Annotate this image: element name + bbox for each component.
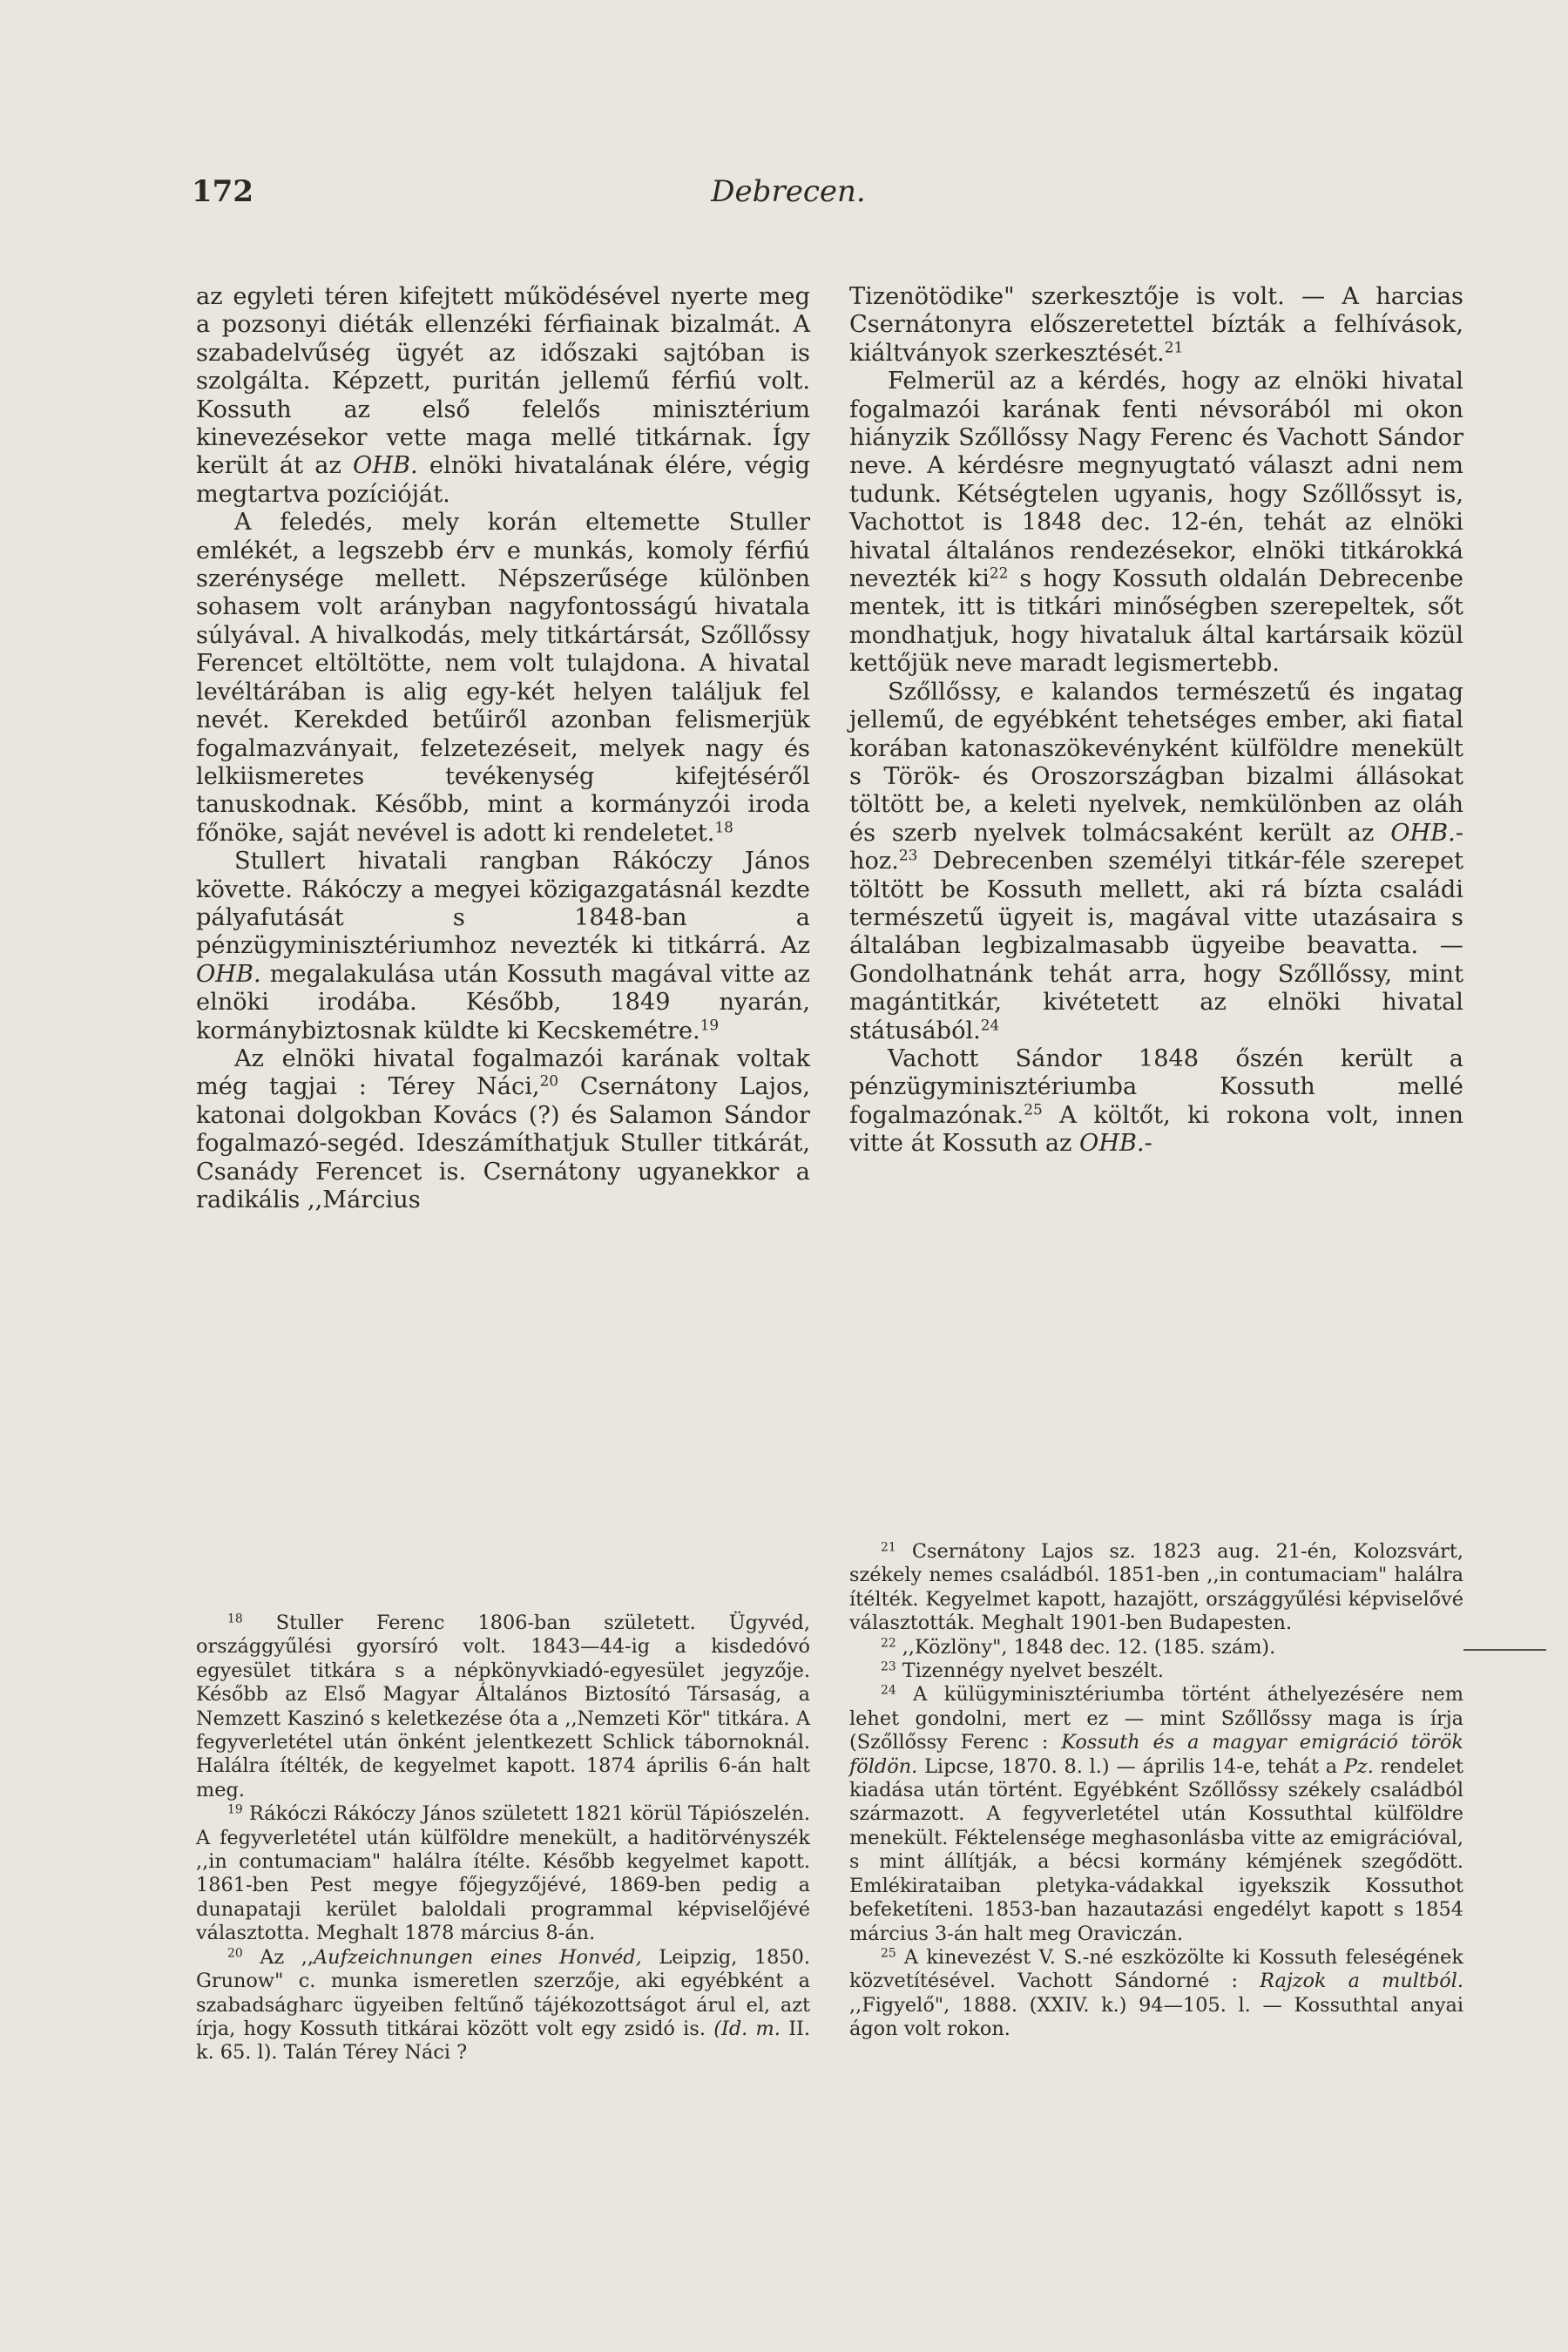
paragraph: Az elnöki hivatal fogalmazói karának voltak még tagjai : Térey Náci,$^{20}$ Csernátony Lajos, katonai dolgokban Kovács (?) és Salamon Sándor fogalmazó-segéd. Ideszámíthatjuk Stuller titkárát, Csanády Ferencet is. Csernátony ugyanekkor a radikális ,,Március [196,1044,810,1213]
paragraph: Tizenötödike" szerkesztője is volt. — A harcias Csernátonyra előszeretettel bízták a felhívások, kiáltványok szerkesztését.$^{21}$ [849,283,1463,367]
footnote: $^{23}$ Tizennégy nyelvet beszélt. [881,1659,1165,1683]
footnotes-right [849,1540,1463,2042]
footnote: $^{18}$ Stuller Ferenc 1806-ban született. Ügyvéd, országgyűlési gyorsíró volt. 1843—44-ig a kisdedóvó egyesület titkára s a népkönyvkiadó-egyesület jegyzője. Később az Első Magyar Általános Biztosító Társaság, a Nemzett Kaszinó s keletkezése óta a ,,Nemzeti Kör" titkára. A fegyverletétel után önként jelentkezett Schlick tábornoknál. Halálra ítélték, de kegyelmet kapott. 1874 április 6-án halt meg. [196,1612,810,1801]
footnote: $^{19}$ Rákóczi Rákóczy János született 1821 körül Tápiószelén. A fegyverletétel után külföldre menekült, a haditörvényszék ,,in contumaciam" halálra ítélte. Később kegyelmet kapott. 1861-ben Pest megye főjegyzőjévé, 1869-ben pedig a dunapataji kerület baloldali programmal képviselőjévé választotta. Meghalt 1878 március 8-án. [196,1802,810,1945]
paragraph: Stullert hivatali rangban Rákóczy János követte. Rákóczy a megyei közigazgatásnál kezdte pályafutását s 1848-ban a pénzügyminisztériumhoz nevezték ki titkárrá. Az OHB. megalakulása után Kossuth magával vitte az elnöki irodába. Később, 1849 nyarán, kormánybiztosnak küldte ki Kecskemétre.$^{19}$ [196,848,810,1044]
page-header [192,174,1385,226]
footnote-ref: 19 [700,1016,720,1034]
footnote-ref: 23 [898,846,918,864]
footnote: $^{25}$ A kinevezést V. S.-né eszközölte ki Kossuth feleségének közvetítésével. Vachott Sándorné : Rajzok a multból. ,,Figyelő", 1888. (XXIV. k.) 94—105. l. — Kossuthtal anyai ágon volt rokon. [849,1945,1463,2041]
paragraph: Vachott Sándor 1848 őszén került a pénzügyminisztériumba Kossuth mellé fogalmazónak.$^{25}$ A költőt, ki rokona volt, innen vitte át Kossuth az OHB.- [849,1044,1463,1158]
footnote-ref: 25 [1024,1100,1043,1119]
footnote: $^{24}$ A külügyminisztériumba történt áthelyezésére nem lehet gondolni, mert ez — mint Szőllőssy maga is írja (Szőllőssy Ferenc : Kossuth és a magyar emigráció török földön. Lipcse, 1870. 8. l.) — április 14-e, tehát a Pz. rendelet kiadása után történt. Egyébként Szőllőssy székely családból származott. A fegyverletétel után Kossuthtal külföldre menekült. Féktelensége meghasonlásba vitte az emigrációval, s mint állítják, a bécsi kormány kémjének szegődött. Emlékirataiban pletyka-vádakkal igyekszik Kossuthot befeketíteni. 1853-ban hazautazási engedélyt kapott s 1854 március 3-án halt meg Oraviczán. [849,1683,1463,1945]
page-number: 172 [192,174,253,209]
footnote-ref: 24 [980,1016,1000,1034]
paragraph: az egyleti téren kifejtett működésével nyerte meg a pozsonyi diéták ellenzéki férfiainak bizalmát. A szabadelvűség ügyét az időszaki sajtóban is szolgálta. Képzett, puritán jellemű férfiú volt. Kossuth az első felelős minisztérium kinevezésekor vette maga mellé titkárnak. Így került át az OHB. elnöki hivatalának élére, végig megtartva pozícióját. [196,283,810,508]
footnote: $^{22}$ ,,Közlöny", 1848 dec. 12. (185. szám). [881,1635,1276,1659]
running-head: Debrecen. [711,174,866,209]
paragraph: A feledés, mely korán eltemette Stuller emlékét, a legszebb érv e munkás, komoly férfiú szerénysége mellett. Népszerűsége különben sohasem volt arányban nagyfontosságú hivatala súlyával. A hivalkodás, mely titkártársát, Szőllőssy Ferencet eltöltötte, nem volt tulajdona. A hivatal levéltárában is alig egy-két helyen találjuk fel nevét. Kerekded betűiről azonban felismerjük fogalmazványait, felzetezéseit, melyek nagy és lelkiismeretes tevékenység kifejtéséről tanuskodnak. Később, mint a kormányzói iroda főnöke, saját nevével is adott ki rendeletet.$^{18}$ [196,509,810,847]
footnote-ref: 22 [989,564,1009,582]
footnote: $^{20}$ Az ,,Aufzeichnungen eines Honvéd, Leipzig, 1850. Grunow" c. munka ismeretlen szerzője, aki egyébként a szabadságharc ügyeiben feltűnő tájékozottságot árul el, azt írja, hogy Kossuth titkárai között volt egy zsidó is. (Id. m. II. k. 65. l). Talán Térey Náci ? [196,1945,811,2065]
margin-pencil-mark [1463,1649,1546,1651]
paragraph: Felmerül az a kérdés, hogy az elnöki hivatal fogalmazói karának fenti névsorából mi okon hiányzik Szőllőssy Nagy Ferenc és Vachott Sándor neve. A kérdésre megnyugtató választ adni nem tudunk. Kétségtelen ugyanis, hogy Szőllőssyt is, Vachottot is 1848 dec. 12-én, tehát az elnöki hivatal általános rendezésekor, elnöki titkárokká nevezték $ki^{22}$ s hogy Kossuth oldalán Debrecenbe mentek, itt is titkári minőségben szerepeltek, sőt mondhatjuk, hogy hivataluk által kartársaik közül kettőjük neve maradt legismertebb. [849,368,1463,678]
footnote-ref: 21 [1164,338,1184,356]
left-column [196,283,810,1214]
footnote-ref: 20 [539,1072,559,1091]
footnote-ref: 18 [714,818,733,836]
footnotes-left [196,1612,810,2065]
paragraph: Szőllőssy, e kalandos természetű és ingatag jellemű, de egyébként tehetséges ember, aki fiatal korában katonaszökevényként külföldre menekült s Török- és Oroszországban bizalmi állásokat töltött be, a keleti nyelvek, nemkülönben az oláh és szerb nyelvek tolmácsaként került az OHB.-hoz.$^{23}$ Debrecenben személyi titkár-féle szerepet töltött be Kossuth mellett, aki rá bízta családi természetű ügyeit is, magával vitte utazásaira s általában legbizalmasabb ügyeibe beavatta. — Gondolhatnánk tehát arra, hogy Szőllőssy, mint magántitkár, kivétetett az elnöki hivatal státusából.$^{24}$ [849,678,1463,1044]
right-column [849,283,1463,1159]
footnote: $^{21}$ Csernátony Lajos sz. 1823 aug. 21-én, Kolozsvárt, székely nemes családból. 1851-ben ,,in contumaciam" halálra ítélték. Kegyelmet kapott, hazajött, országgyűlési képviselővé választották. Meghalt 1901-ben Budapesten. [849,1540,1463,1635]
